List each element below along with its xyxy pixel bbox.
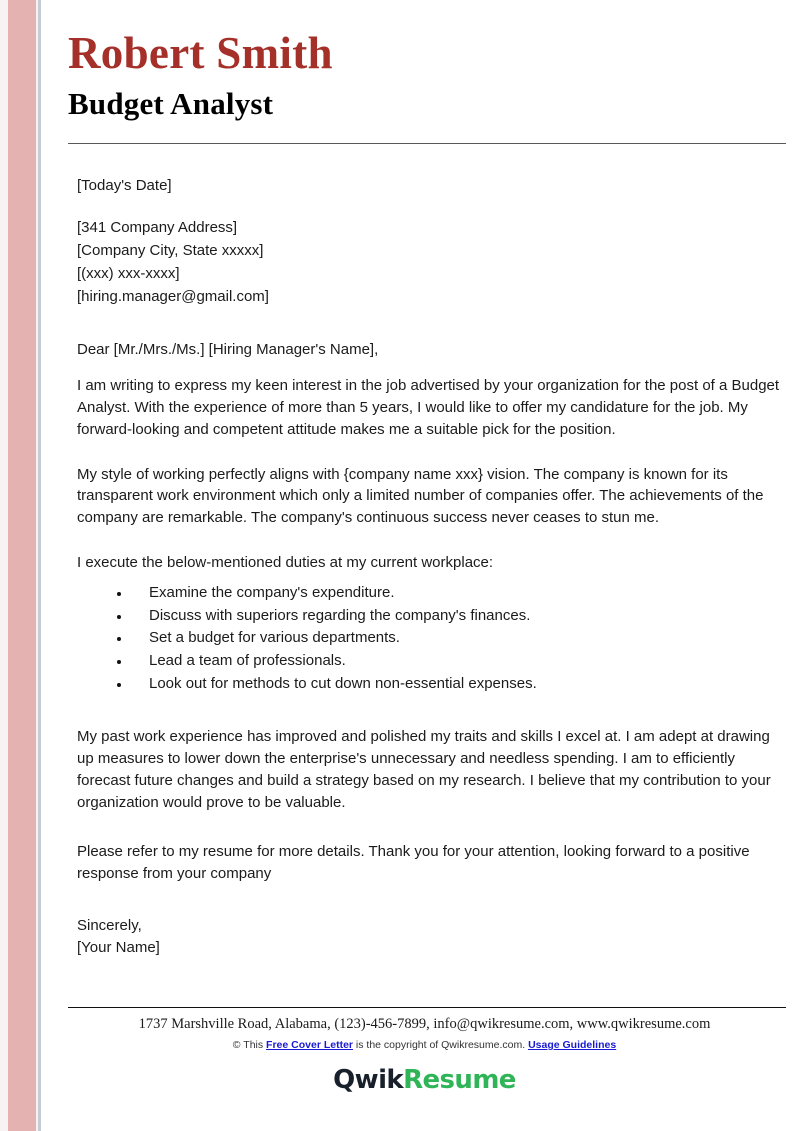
cover-letter-page	[41, 0, 800, 1131]
footer-copyright-line	[41, 1039, 800, 1051]
spacer	[77, 455, 782, 464]
list-item	[117, 627, 782, 650]
body-paragraph-2: My style of working perfectly aligns with {company name xxx} vision. The company is known for its transparent work environment which only a limited number of companies offer. The achievements of the company are remarkable. The company's continuous success never ceases to stun me.	[77, 465, 764, 527]
body-paragraph-1: I am writing to express my keen interest in the job advertised by your organization for the post of a Budget Analyst. With the experience of more than 5 years, I would like to offer my candidature for the job. My forward-looking and competent attitude makes me a suitable pick for the position.	[77, 377, 780, 438]
copyright-prefix: This	[243, 1039, 264, 1051]
spacer	[77, 885, 782, 915]
recipient-email: [hiring.manager@gmail.com]	[77, 288, 269, 306]
qwikresume-logo[interactable]	[41, 1065, 800, 1095]
body-paragraph-3: My past work experience has improved and polished my traits and skills I excel at. I am adept at drawing up measures to lower down the enterprise's unnecessary and needless spending. I am to efficiently forecast future changes and build a strategy based on my research. I believe that my contribution to your organization would prove to be valuable.	[77, 728, 771, 811]
duties-list	[77, 582, 782, 697]
closing-salutation: Sincerely,	[77, 916, 142, 934]
duty-text: Look out for methods to cut down non-essential expenses.	[149, 675, 537, 693]
spacer	[77, 309, 782, 339]
date-placeholder: [Today's Date]	[77, 177, 172, 195]
list-item	[117, 673, 782, 696]
logo-text-resume: Resume	[403, 1065, 516, 1095]
pink-accent-bar	[8, 0, 36, 1131]
signature-name-placeholder: [Your Name]	[77, 939, 160, 957]
recipient-address-line-1: [341 Company Address]	[77, 218, 238, 236]
list-item	[117, 650, 782, 673]
spacer	[77, 696, 782, 726]
usage-guidelines-link[interactable]: Usage Guidelines	[528, 1039, 617, 1051]
letter-body	[41, 144, 800, 959]
footer-contact-address: 1737 Marshville Road, Alabama, (123)-456-7899, info@qwikresume.com, www.qwikresume.com	[138, 1016, 711, 1032]
left-decorative-rail	[0, 0, 41, 1131]
spacer	[77, 543, 782, 552]
duty-text: Lead a team of professionals.	[149, 652, 346, 670]
applicant-name: Robert Smith	[68, 28, 333, 78]
footer-divider	[68, 1007, 786, 1008]
logo-text-qwik: Qwik	[333, 1065, 404, 1095]
salutation: Dear [Mr./Mrs./Ms.] [Hiring Manager's Name],	[77, 340, 379, 358]
copyright-icon: ©	[232, 1039, 241, 1051]
duty-text: Discuss with superiors regarding the company's finances.	[149, 606, 531, 624]
spacer	[77, 827, 782, 841]
copyright-middle-text: is the copyright of Qwikresume.com.	[355, 1039, 526, 1051]
recipient-address-line-2: [Company City, State xxxxx]	[77, 241, 264, 259]
applicant-job-title: Budget Analyst	[68, 86, 274, 122]
duty-text: Set a budget for various departments.	[149, 629, 400, 647]
free-cover-letter-link[interactable]: Free Cover Letter	[266, 1039, 353, 1051]
duties-intro: I execute the below-mentioned duties at my current workplace:	[77, 553, 494, 571]
list-item	[117, 582, 782, 605]
spacer	[77, 144, 782, 174]
recipient-phone: [(xxx) xxx-xxxx]	[77, 265, 180, 283]
letter-header	[41, 0, 800, 121]
list-item	[117, 605, 782, 628]
duty-text: Examine the company's expenditure.	[149, 583, 395, 601]
body-paragraph-4: Please refer to my resume for more details. Thank you for your attention, looking forward to a positive response from your company	[77, 843, 750, 883]
page-footer	[41, 1007, 800, 1095]
